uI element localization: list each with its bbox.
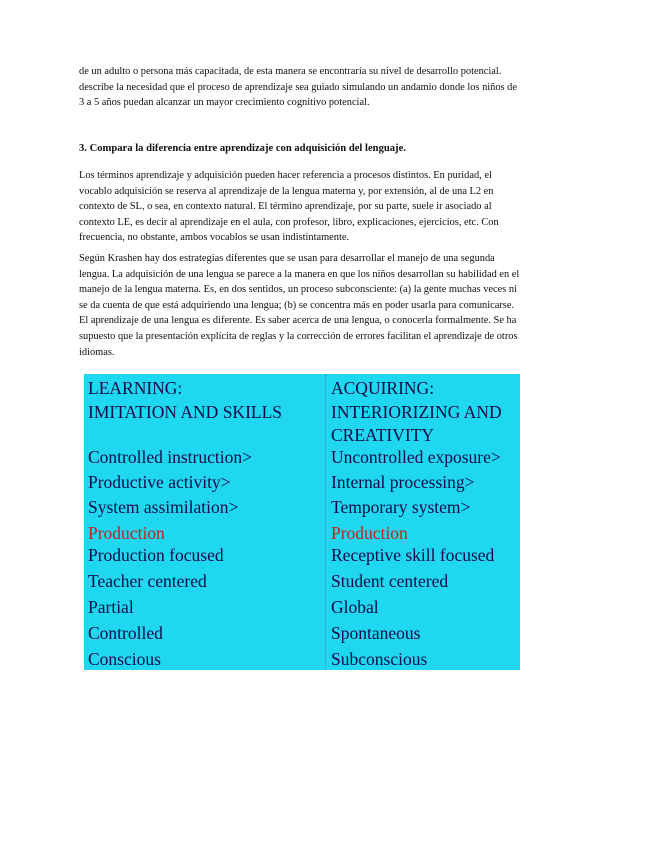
paragraph-line: de un adulto o persona más capacitada, de esta manera se encontraría su nivel de desarrollo potencial. — [79, 66, 502, 77]
learning-item: Partial — [88, 597, 134, 617]
paragraph-line: 3 a 5 años puedan alcanzar un mayor crecimiento cognitivo potencial. — [79, 97, 370, 109]
acquiring-item: Receptive skill focused — [331, 545, 495, 565]
learning-item-highlight: Production — [88, 523, 165, 543]
paragraph-line: Según Krashen hay dos estrategias diferentes que se usan para desarrollar el manejo de una segunda — [79, 253, 495, 264]
paragraph-line: contexto de SL, o sea, en contexto natural. El término aprendizaje, por su parte, suele ir asociado al — [79, 201, 492, 213]
learning-item: Controlled instruction> — [88, 447, 252, 467]
learning-item: Conscious — [88, 649, 161, 669]
paragraph-line: frecuencia, no obstante, ambos vocablos se usan indistintamente. — [79, 232, 350, 244]
comparison-table — [84, 374, 520, 670]
paragraph-line: contexto LE, es decir al aprendizaje en el aula, con profesor, libro, explicaciones, ejercicios, etc. Con — [79, 216, 499, 228]
acquiring-item: Spontaneous — [331, 623, 421, 643]
learning-column — [84, 374, 325, 670]
acquiring-item: Global — [331, 597, 379, 617]
section-heading: 3. Compara la diferencia entre aprendizaje con adquisición del lenguaje. — [79, 143, 406, 154]
acquiring-item: Subconscious — [331, 649, 428, 669]
learning-item: Controlled — [88, 623, 163, 643]
acquiring-item: Student centered — [331, 571, 449, 591]
krashen-paragraph — [79, 251, 579, 360]
acquiring-subheader: INTERIORIZING AND — [331, 402, 502, 422]
paragraph-line: se da cuenta de que está adquiriendo una lengua; (b) se concentra más en poder usarla para comunicarse. — [79, 299, 515, 311]
intro-paragraph — [79, 64, 579, 111]
learning-header: LEARNING: — [88, 378, 183, 398]
paragraph-line: supuesto que la presentación explícita de reglas y la corrección de errores facilitan el aprendizaje de otros — [79, 330, 518, 342]
acquiring-item: Internal processing> — [331, 472, 475, 492]
paragraph-line: idiomas. — [79, 346, 115, 358]
paragraph-line: manejo de la lengua materna. Es, en dos sentidos, un proceso subconsciente: (a) la gente muchas veces ni — [79, 284, 517, 296]
paragraph-line: describe la necesidad que el proceso de aprendizaje sea guiado simulando un andamio donde los niños de — [79, 81, 517, 93]
paragraph-line: Los términos aprendizaje y adquisición pueden hacer referencia a procesos distintos. En puridad, el — [79, 170, 492, 181]
learning-subheader: IMITATION AND SKILLS — [88, 402, 283, 422]
learning-item: Productive activity> — [88, 472, 231, 492]
acquiring-subheader: CREATIVITY — [331, 425, 435, 445]
paragraph-line: lengua. La adquisición de una lengua se parece a la manera en que los niños desarrollan su habilidad en el — [79, 268, 520, 280]
paragraph-line: El aprendizaje de una lengua es diferente. Es saber acerca de una lengua, o conocerla formalmente. Se ha — [79, 315, 517, 327]
paragraph-line: vocablo adquisición se reserva al aprendizaje de la lengua materna y, por extensión, al de una L2 en — [79, 185, 494, 197]
learning-item: Teacher centered — [88, 571, 207, 591]
acquiring-item-highlight: Production — [331, 523, 408, 543]
terms-paragraph — [79, 168, 579, 246]
learning-item: System assimilation> — [88, 497, 239, 517]
acquiring-item: Uncontrolled exposure> — [331, 447, 501, 467]
acquiring-header: ACQUIRING: — [331, 378, 435, 398]
acquiring-item: Temporary system> — [331, 497, 471, 517]
acquiring-column — [325, 374, 521, 670]
learning-item: Production focused — [88, 545, 224, 565]
